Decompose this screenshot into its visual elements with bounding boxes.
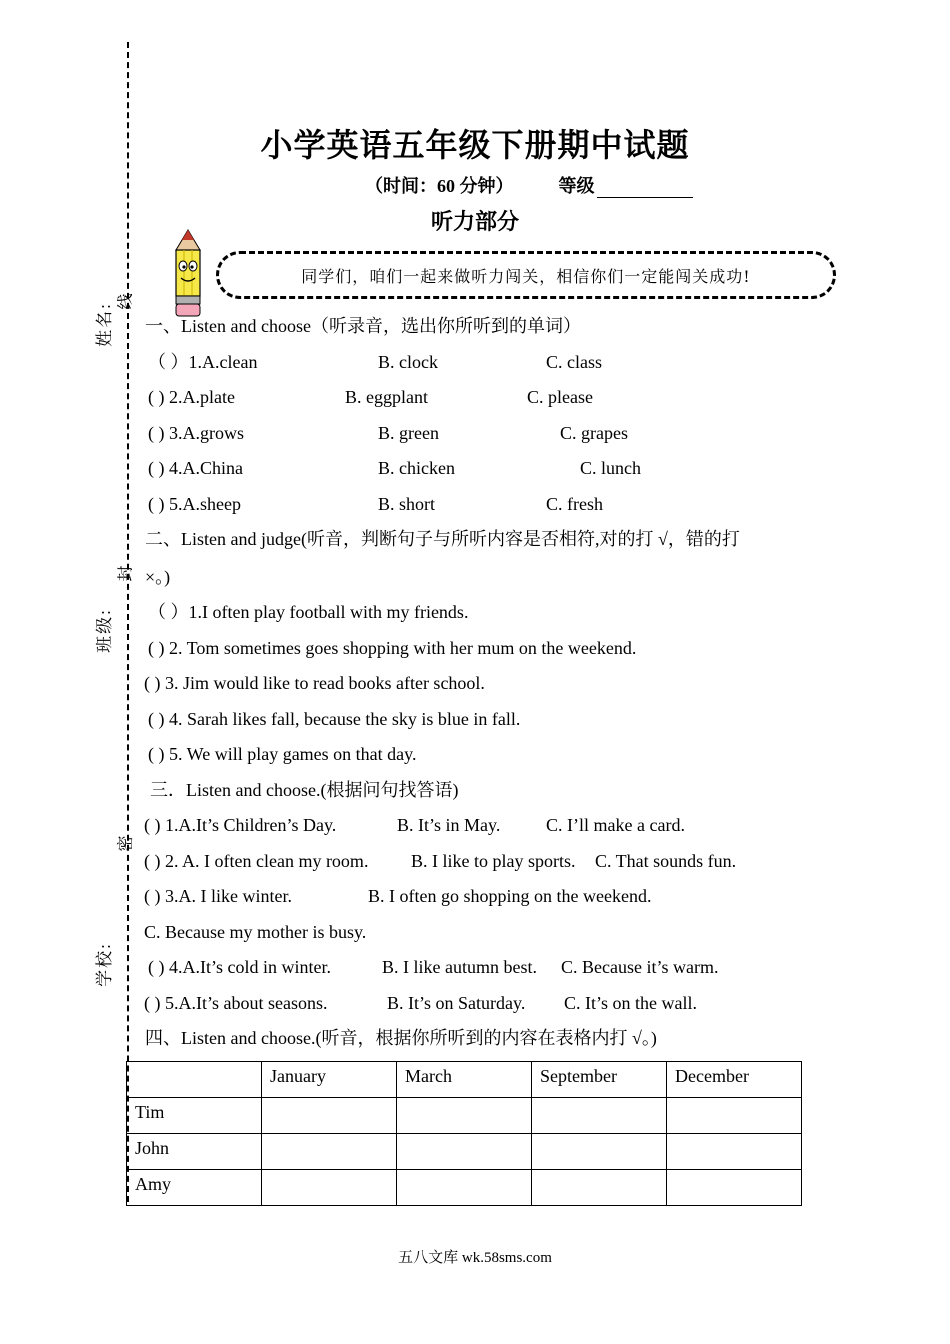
list-item: ( ) 3.A.grows: [148, 423, 244, 443]
list-item: ( ) 2. Tom sometimes goes shopping with her mum on the weekend.: [148, 638, 637, 658]
class-label: 班级:: [94, 608, 114, 653]
list-item: C. please: [527, 387, 593, 407]
seal-char-secret: 密: [117, 835, 135, 852]
name-label: 姓名:: [94, 302, 114, 347]
table-header-cell: September: [532, 1062, 667, 1098]
list-item: B. I like to play sports.: [411, 851, 576, 871]
list-item: B. eggplant: [345, 387, 428, 407]
list-item: ( ) 2.A.plate: [148, 387, 235, 407]
list-item: B. short: [378, 494, 436, 514]
grade-blank[interactable]: [597, 179, 693, 198]
part3-heading: 三．Listen and choose.(根据问句找答语): [150, 780, 459, 800]
seal-char-line: 线: [117, 293, 135, 310]
list-item: ( ) 2. A. I often clean my room.: [144, 851, 369, 871]
list-item: B. chicken: [378, 458, 455, 478]
part4-heading: 四、Listen and choose.(听音，根据你所听到的内容在表格内打 √。): [145, 1028, 657, 1048]
list-item: B. green: [378, 423, 439, 443]
exam-info: [365, 172, 693, 198]
table-row: [127, 1098, 802, 1134]
table-header-cell: [127, 1062, 262, 1098]
list-item: C. fresh: [546, 494, 603, 514]
answer-cell[interactable]: [262, 1098, 397, 1134]
answer-cell[interactable]: [667, 1098, 802, 1134]
list-item: ( ) 4. Sarah likes fall, because the sky is blue in fall.: [148, 709, 521, 729]
footer-source: 五八文库 wk.58sms.com: [398, 1250, 552, 1266]
part1-heading: 一、Listen and choose（听录音，选出你所听到的单词）: [145, 316, 581, 336]
list-item: B. clock: [378, 352, 438, 372]
list-item: C. Because my mother is busy.: [144, 922, 367, 942]
list-item: ( ) 3.A. I like winter.: [144, 886, 292, 906]
list-item: ( ) 3. Jim would like to read books after school.: [144, 673, 485, 693]
row-label: Amy: [127, 1170, 262, 1206]
list-item: C. It’s on the wall.: [564, 993, 697, 1013]
list-item: （ ）1.A.clean: [148, 352, 258, 372]
list-item: （ ）1.I often play football with my friends.: [148, 602, 469, 622]
list-item: ( ) 1.A.It’s Children’s Day.: [144, 815, 337, 835]
list-item: C. lunch: [580, 458, 641, 478]
school-label: 学校:: [94, 942, 114, 987]
list-item: B. I like autumn best.: [382, 957, 537, 977]
banner-text: 同学们，咱们一起来做听力闯关，相信你们一定能闯关成功!: [301, 266, 751, 286]
list-item: B. It’s on Saturday.: [387, 993, 526, 1013]
row-label: Tim: [127, 1098, 262, 1134]
answer-cell[interactable]: [262, 1170, 397, 1206]
answer-cell[interactable]: [532, 1098, 667, 1134]
pencil-mascot-icon: [168, 228, 208, 320]
part2-heading: 二、Listen and judge(听音，判断句子与所听内容是否相符,对的打 √，错的打: [145, 529, 740, 549]
grade-label: 等级: [558, 176, 595, 196]
table-header-cell: March: [397, 1062, 532, 1098]
section-title: 听力部分: [430, 210, 519, 235]
list-item: B. It’s in May.: [397, 815, 501, 835]
answer-cell[interactable]: [397, 1134, 532, 1170]
list-item: ( ) 4.A.It’s cold in winter.: [148, 957, 331, 977]
answer-cell[interactable]: [397, 1170, 532, 1206]
part2-heading-cont: ×。): [145, 567, 171, 587]
page-title: 小学英语五年级下册期中试题: [260, 126, 690, 164]
table-row: [127, 1134, 802, 1170]
list-item: ( ) 5.A.It’s about seasons.: [144, 993, 328, 1013]
list-item: C. Because it’s warm.: [561, 957, 719, 977]
table-header-cell: December: [667, 1062, 802, 1098]
table-header-cell: January: [262, 1062, 397, 1098]
answer-cell[interactable]: [397, 1098, 532, 1134]
list-item: ( ) 5. We will play games on that day.: [148, 744, 417, 764]
answer-cell[interactable]: [532, 1170, 667, 1206]
seal-char-seal: 封: [117, 565, 135, 582]
list-item: ( ) 5.A.sheep: [148, 494, 241, 514]
answer-cell[interactable]: [667, 1134, 802, 1170]
row-label: John: [127, 1134, 262, 1170]
list-item: B. I often go shopping on the weekend.: [368, 886, 652, 906]
answer-table: [126, 1061, 802, 1206]
list-item: C. class: [546, 352, 602, 372]
time-info: （时间：60 分钟）: [365, 176, 514, 196]
answer-cell[interactable]: [262, 1134, 397, 1170]
table-header-row: [127, 1062, 802, 1098]
table-row: [127, 1170, 802, 1206]
list-item: C. grapes: [560, 423, 628, 443]
list-item: C. I’ll make a card.: [546, 815, 685, 835]
answer-cell[interactable]: [667, 1170, 802, 1206]
list-item: ( ) 4.A.China: [148, 458, 243, 478]
answer-cell[interactable]: [532, 1134, 667, 1170]
list-item: C. That sounds fun.: [595, 851, 737, 871]
encouragement-banner: [216, 251, 836, 299]
